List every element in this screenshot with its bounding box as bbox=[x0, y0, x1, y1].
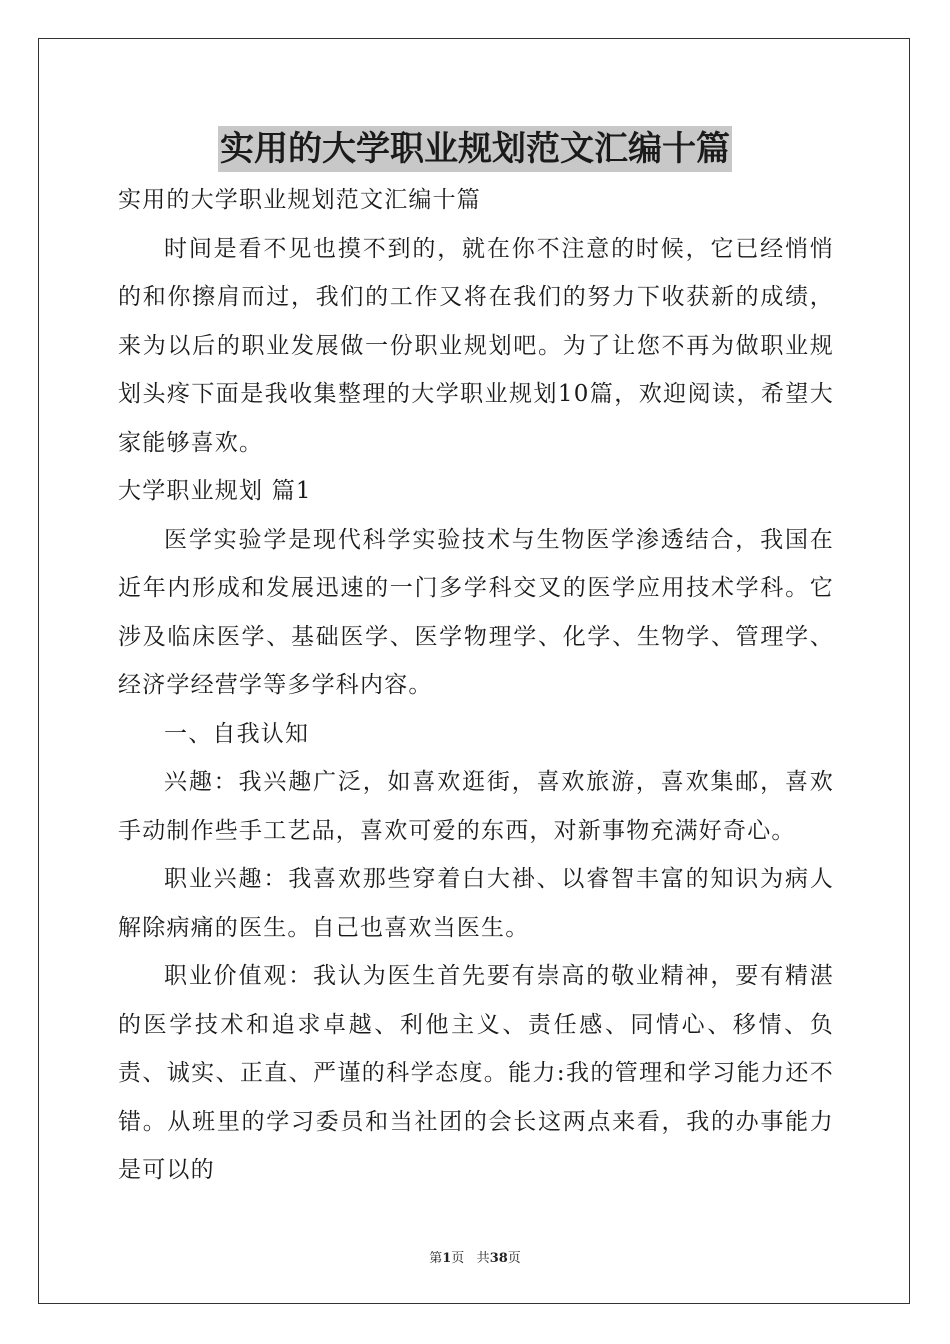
paragraph-subtitle: 实用的大学职业规划范文汇编十篇 bbox=[118, 187, 481, 213]
paragraph-body: 职业价值观：我认为医生首先要有崇高的敬业精神，要有精湛的医学技术和追求卓越、利他主义、责任感、同情心、移情、负责、诚实、正直、严谨的科学态度。能力:我的管理和学习能力还不错。从班里的学习委员和当社团的会长这两点来看，我的办事能力是可以的 bbox=[118, 963, 834, 1183]
paragraph-body: 兴趣：我兴趣广泛，如喜欢逛街，喜欢旅游，喜欢集邮，喜欢手动制作些手工艺品，喜欢可爱的东西，对新事物充满好奇心。 bbox=[118, 769, 834, 844]
total-pages: 38 bbox=[489, 1251, 508, 1266]
total-prefix: 共 bbox=[476, 1251, 490, 1266]
paragraph-intro: 时间是看不见也摸不到的，就在你不注意的时候，它已经悄悄的和你擦肩而过，我们的工作又将在我们的努力下收获新的成绩，来为以后的职业发展做一份职业规划吧。为了让您不再为做职业规划头疼下面是我收集整理的大学职业规划10篇，欢迎阅读，希望大家能够喜欢。 bbox=[118, 235, 834, 456]
page-number: 1 bbox=[442, 1251, 452, 1266]
subsection-heading: 一、自我认知 bbox=[164, 720, 310, 747]
title-container bbox=[0, 126, 950, 172]
document-title: 实用的大学职业规划范文汇编十篇 bbox=[218, 126, 732, 172]
section-heading: 大学职业规划 篇1 bbox=[118, 478, 312, 504]
total-suffix: 页 bbox=[507, 1251, 521, 1266]
page-prefix: 第 bbox=[429, 1251, 443, 1266]
paragraph-body: 医学实验学是现代科学实验技术与生物医学渗透结合，我国在近年内形成和发展迅速的一门多学科交叉的医学应用技术学科。它涉及临床医学、基础医学、医学物理学、化学、生物学、管理学、经济学经营学等多学科内容。 bbox=[118, 526, 834, 698]
page-suffix: 页 bbox=[451, 1251, 465, 1266]
paragraph-body: 职业兴趣：我喜欢那些穿着白大褂、以睿智丰富的知识为病人解除病痛的医生。自己也喜欢当医生。 bbox=[118, 866, 834, 941]
document-body bbox=[118, 176, 834, 1195]
page-footer bbox=[0, 1247, 950, 1266]
